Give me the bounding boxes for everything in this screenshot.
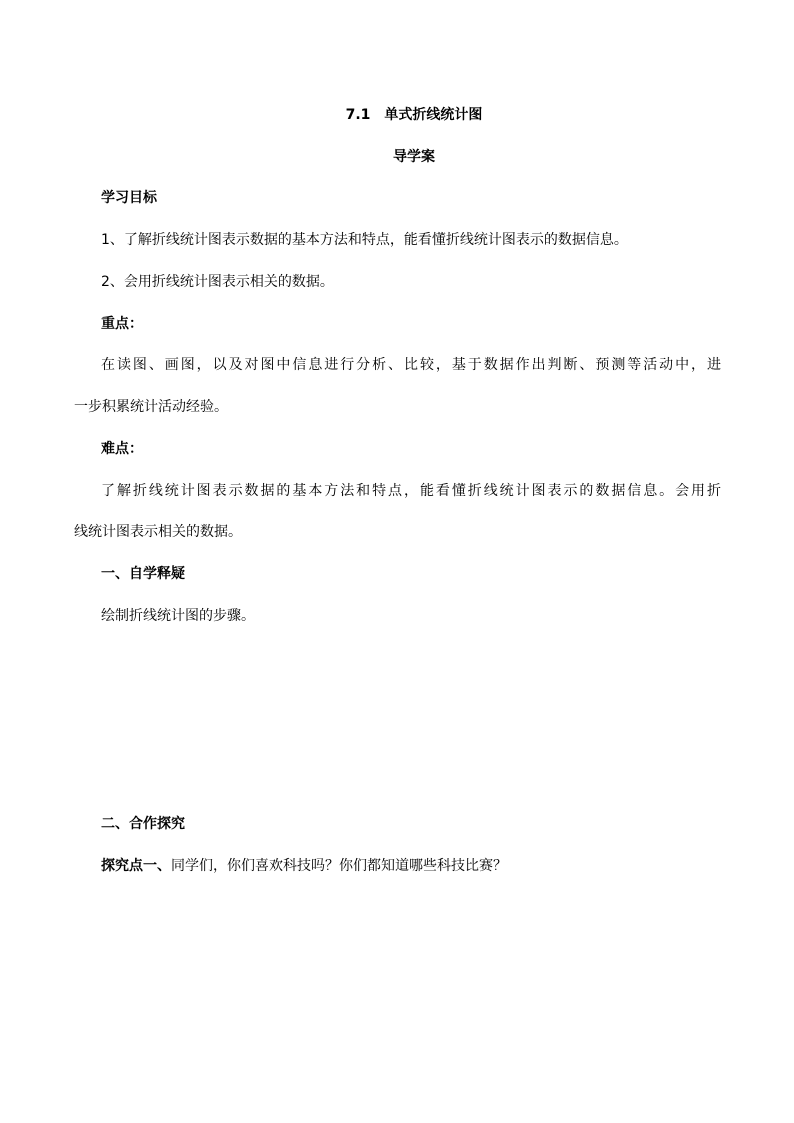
key-point-heading: 重点： xyxy=(101,316,143,332)
section-2-heading: 二、合作探究 xyxy=(101,816,185,832)
document-subtitle: 导学案 xyxy=(393,149,435,165)
difficulty-text-line-1: 了解折线统计图表示数据的基本方法和特点，能看懂折线统计图表示的数据信息。会用折 xyxy=(101,483,721,499)
explore-point-label: 探究点一、 xyxy=(101,858,171,874)
difficulty-heading: 难点： xyxy=(101,441,143,457)
explore-point-1 xyxy=(101,857,507,875)
difficulty-text-line-2: 线统计图表示相关的数据。 xyxy=(74,524,242,540)
section-1-heading: 一、自学释疑 xyxy=(101,566,185,582)
explore-point-text: 同学们，你们喜欢科技吗？你们都知道哪些科技比赛？ xyxy=(171,858,507,874)
objective-item-1: 1、了解折线统计图表示数据的基本方法和特点，能看懂折线统计图表示的数据信息。 xyxy=(101,232,628,248)
key-point-text-line-1: 在读图、画图，以及对图中信息进行分析、比较，基于数据作出判断、预测等活动中，进 xyxy=(101,357,721,373)
document-title: 7.1 单式折线统计图 xyxy=(345,107,483,123)
key-point-text-line-2: 一步积累统计活动经验。 xyxy=(74,399,228,415)
objectives-heading: 学习目标 xyxy=(101,190,157,206)
objective-item-2: 2、会用折线统计图表示相关的数据。 xyxy=(101,274,334,290)
section-1-text: 绘制折线统计图的步骤。 xyxy=(101,608,255,624)
